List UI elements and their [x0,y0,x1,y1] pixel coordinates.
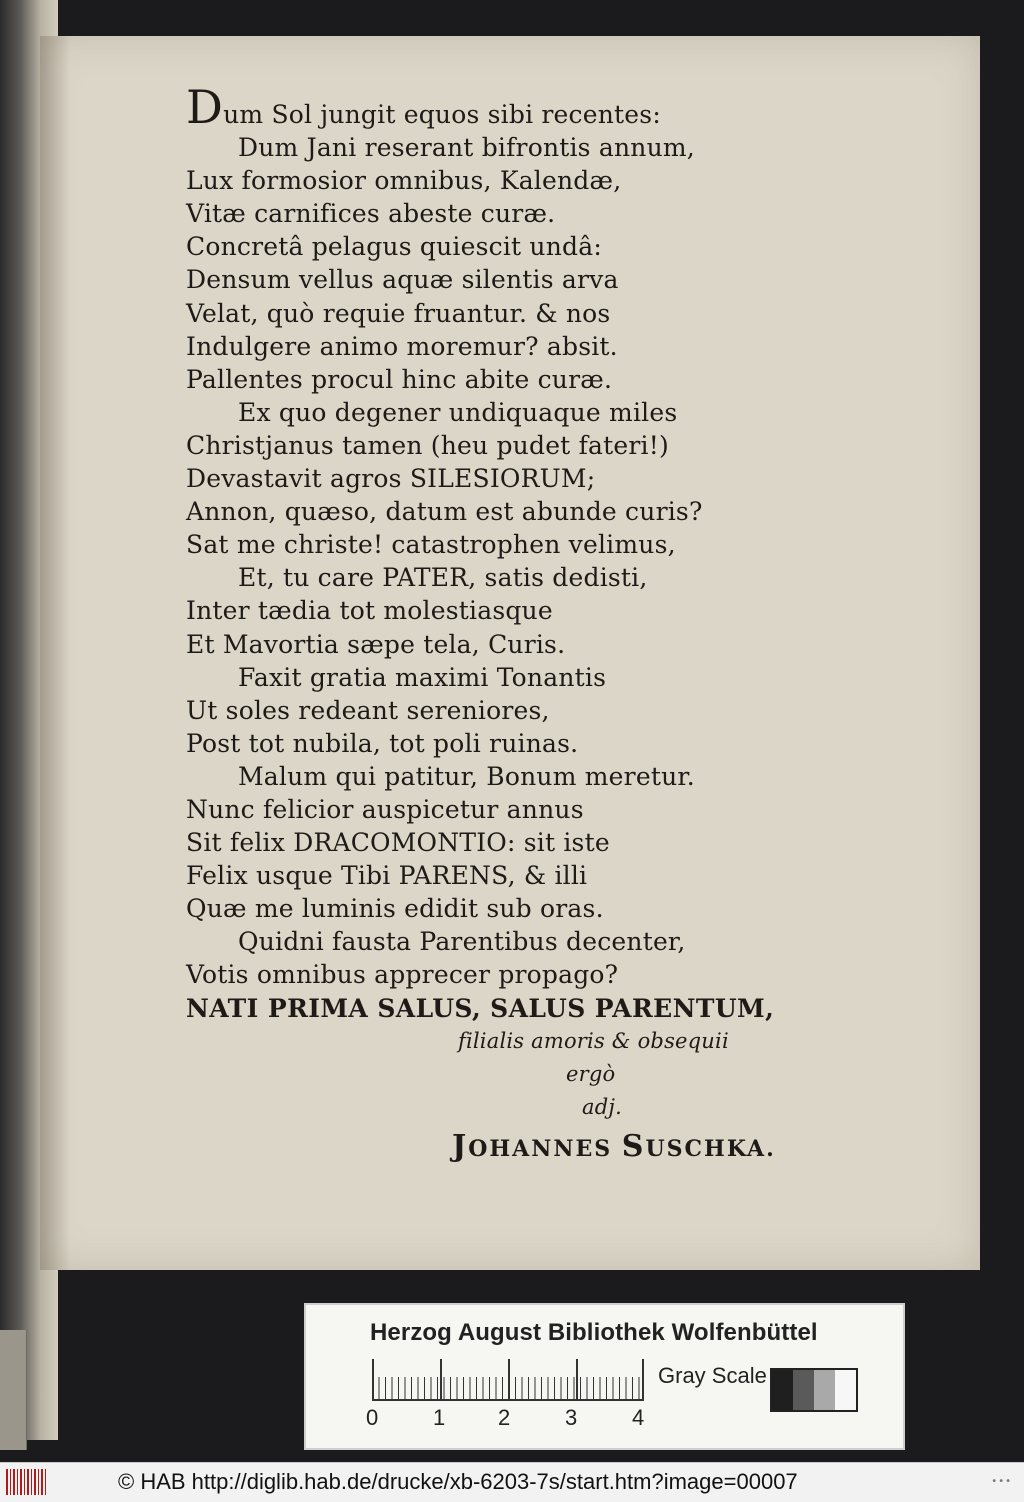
ruler-number: 2 [498,1405,511,1430]
poem-line: Annon, quæso, datum est abunde curis? [186,497,703,527]
gray-swatch [814,1370,835,1410]
poem-line: Densum vellus aquæ silentis arva [186,265,619,295]
poem-line: Et Mavortia sæpe tela, Curis. [186,629,566,659]
ruler-major-tick [440,1359,442,1399]
poem-line: Faxit gratia maximi Tonantis [238,662,607,692]
signature-author-name [186,1130,846,1166]
ruler-number: 3 [565,1405,578,1430]
binding-label-strip [0,1330,27,1450]
poem-line: Vitæ carnifices abeste curæ. [186,199,556,229]
poem-line: Dum Sol jungit equos sibi recentes: [186,80,661,134]
footer-bar [0,1462,1024,1502]
poem-line: Velat, quò requie fruantur. & nos [186,298,611,328]
poem-text-block [186,80,846,1166]
poem-line: Malum qui patitur, Bonum meretur. [238,761,695,791]
author-first-initial: J [452,1128,469,1164]
copyright-url-text: © HAB http://diglib.hab.de/drucke/xb-6203-7s/start.htm?image=00007 [118,1469,798,1494]
poem-line: Sat me christe! catastrophen velimus, [186,530,676,560]
poem-line: Quæ me luminis edidit sub oras. [186,894,604,924]
poem-line: Pallentes procul hinc abite curæ. [186,364,613,394]
more-options-icon[interactable]: ••• [991,1476,1012,1487]
poem-closing-line: NATI PRIMA SALUS, SALUS PARENTUM, [186,993,775,1023]
poem-line: Post tot nubila, tot poli ruinas. [186,728,579,758]
author-first-rest: OHANNES [468,1135,613,1162]
poem-line: Votis omnibus apprecer propago? [186,960,619,990]
poem-line: Felix usque Tibi PARENS, & illi [186,861,588,891]
poem-line: Devastavit agros SILESIORUM; [186,464,596,494]
gray-swatch [835,1370,856,1410]
poem-line: Et, tu care PATER, satis dedisti, [238,563,648,593]
poem-line: Indulgere animo moremur? absit. [186,331,618,361]
ruler-major-tick [642,1359,644,1399]
ruler-major-tick [508,1359,510,1399]
poem-line: Dum Jani reserant bifrontis annum, [238,133,695,163]
author-last-initial: S [621,1128,646,1164]
poem-line: Quidni fausta Parentibus decenter, [238,927,686,957]
poem-line: Lux formosior omnibus, Kalendæ, [186,166,622,196]
ruler-number: 4 [632,1405,645,1430]
gray-scale-label: Gray Scale [658,1363,767,1388]
poem-line: Sit felix DRACOMONTIO: sit iste [186,828,610,858]
ruler-major-tick [576,1359,578,1399]
signature-dedication: filialis amoris & obsequii [458,1028,729,1053]
ruler-number: 0 [366,1405,379,1430]
author-last-rest: USCHKA. [645,1135,776,1162]
page-gutter-shadow [40,36,70,1270]
poem-line: Christjanus tamen (heu pudet fateri!) [186,430,669,460]
poem-line: Nunc felicior auspicetur annus [186,794,584,824]
poem-line: Ex quo degener undiquaque miles [238,397,678,427]
ruler-major-tick [372,1359,374,1399]
library-title: Herzog August Bibliothek Wolfenbüttel [370,1319,818,1346]
color-scale-card [304,1303,905,1450]
gray-swatch [793,1370,814,1410]
gray-scale-swatches [770,1368,858,1412]
gray-swatch [772,1370,793,1410]
signature-adj: adj. [582,1094,622,1119]
poem-line: Concretâ pelagus quiescit undâ: [186,232,602,262]
barcode-icon [6,1469,48,1495]
ruler-number: 1 [433,1405,446,1430]
poem-line: Ut soles redeant sereniores, [186,695,550,725]
poem-line: Inter tædia tot molestiasque [186,596,553,626]
signature-ergo: ergò [566,1061,616,1086]
